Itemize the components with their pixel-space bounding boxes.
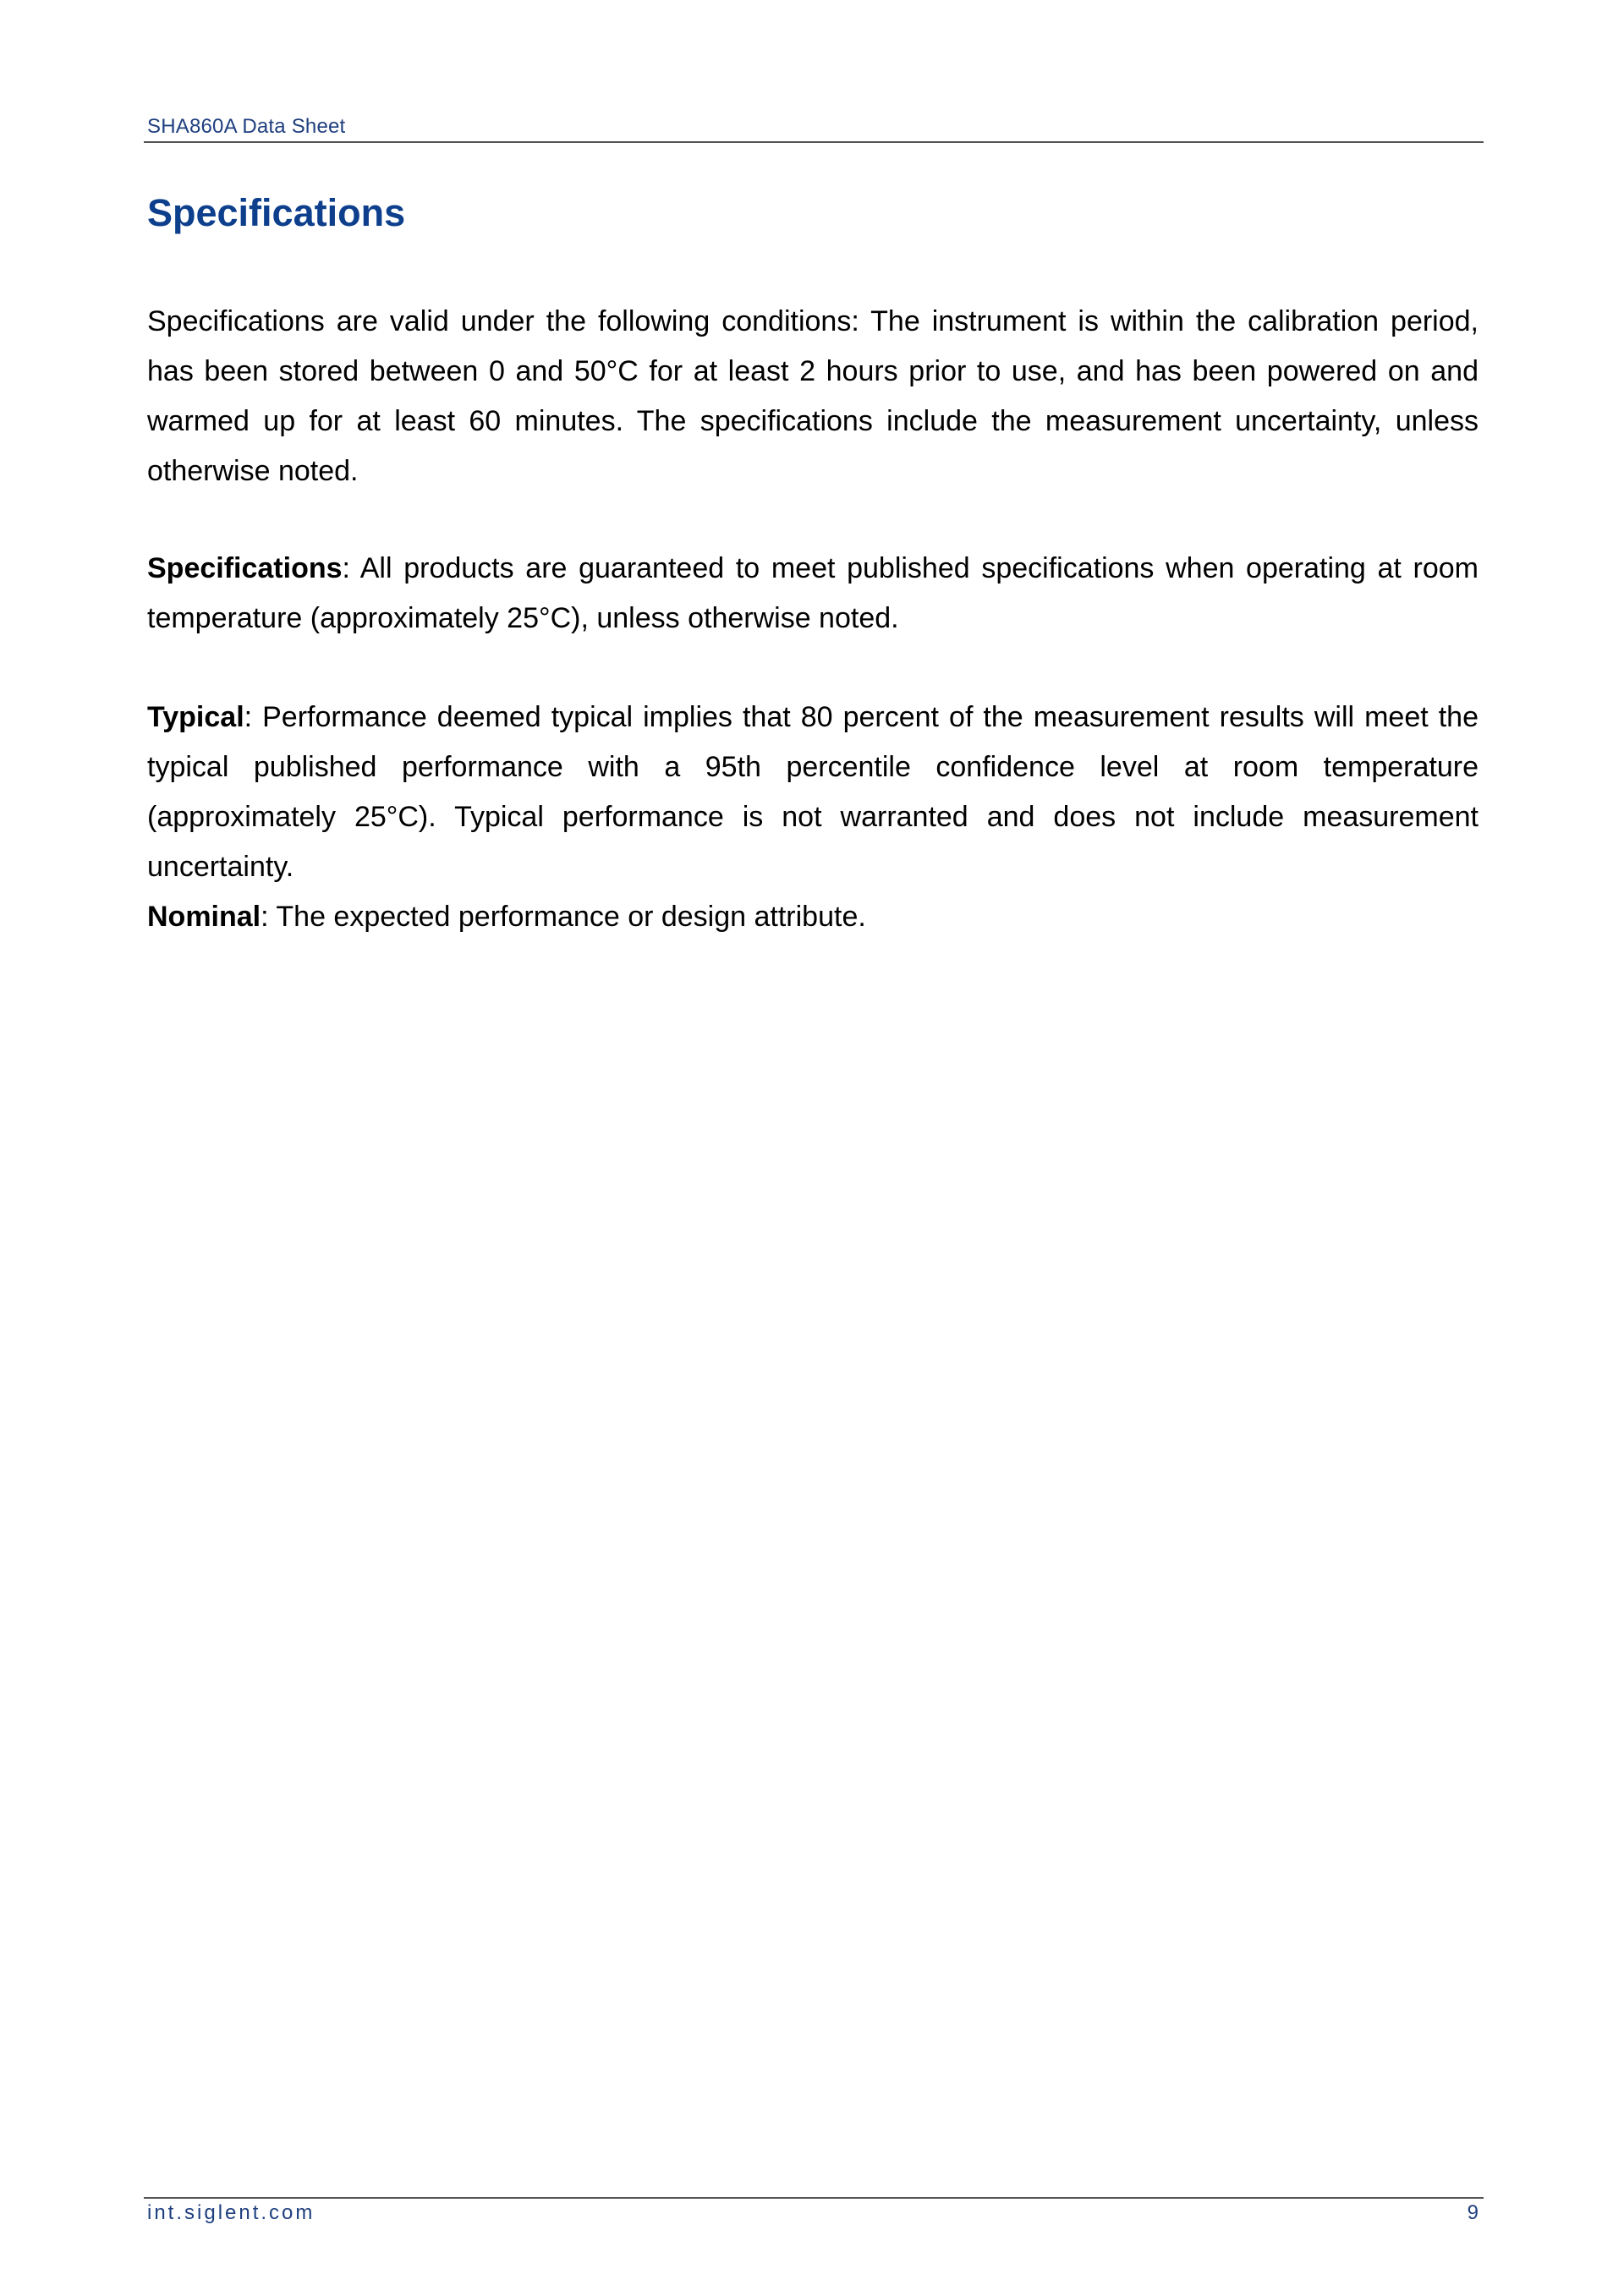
footer-page-number: 9: [1467, 2201, 1479, 2224]
footer-divider: [144, 2197, 1484, 2199]
header-document-title: SHA860A Data Sheet: [147, 115, 346, 138]
specifications-text: : All products are guaranteed to meet published specifications when operating at room temperature (approximately 25°C), unless otherwise noted.: [147, 552, 1479, 634]
nominal-term: Nominal: [147, 901, 261, 933]
specifications-term: Specifications: [147, 552, 343, 584]
typical-definition: [147, 693, 1479, 892]
section-title: Specifications: [147, 191, 406, 234]
nominal-definition: [147, 892, 1479, 942]
specifications-definition: [147, 544, 1479, 644]
header-divider: [144, 141, 1484, 143]
typical-text: : Performance deemed typical implies that 80 percent of the measurement results will meet the typical published performance with a 95th percentile confidence level at room temperature (approximately 25°C). Typical performance is not warranted and does not include measurement uncertainty.: [147, 701, 1479, 883]
intro-paragraph: Specifications are valid under the following conditions: The instrument is within the calibration period, has been stored between 0 and 50°C for at least 2 hours prior to use, and has been powered on and warmed up for at least 60 minutes. The specifications include the measurement uncertainty, unless otherwise noted.: [147, 305, 1479, 487]
typical-term: Typical: [147, 701, 244, 733]
nominal-text: : The expected performance or design attribute.: [261, 901, 866, 933]
footer-website-link[interactable]: int.siglent.com: [147, 2201, 315, 2224]
